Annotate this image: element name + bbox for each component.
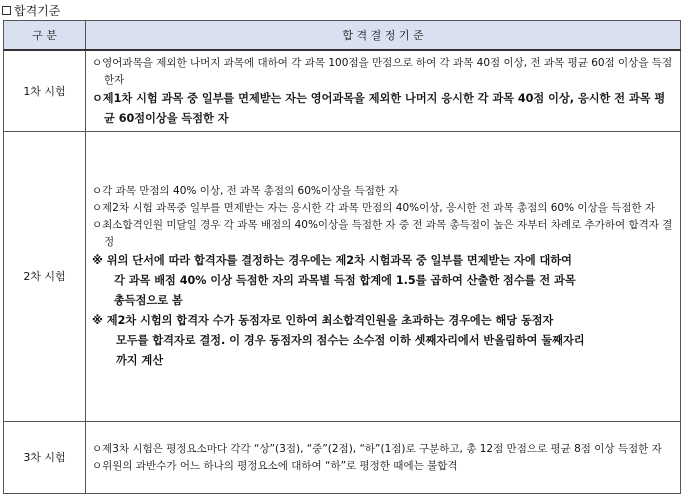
criteria-line: ㅇ제2차 시험 과목중 일부를 면제받는 자는 응시한 각 과목 만점의 40%이상, 응시한 전 과목 총점의 60% 이상을 득점한 자 — [92, 202, 656, 214]
note-line: 모두를 합격자로 결정. 이 경우 동점자의 점수는 소수점 이하 셋째자리에서 반올림하여 둘째자리 — [116, 334, 585, 347]
row-content-stage1 — [86, 50, 681, 132]
table-row — [4, 421, 681, 493]
row-label-stage1: 1차 시험 — [4, 50, 86, 132]
section-title-text: 합격기준 — [14, 3, 61, 18]
criteria-line: ㅇ위원의 과반수가 어느 하나의 평정요소에 대하여 “하”로 평정한 때에는 불합격 — [92, 460, 458, 472]
table-header-row — [4, 21, 681, 50]
note-line: 각 과목 배점 40% 이상 득점한 자의 과목별 득점 합계에 1.5를 곱하여 산출한 점수를 전 과목 — [114, 274, 576, 287]
table-row — [4, 50, 681, 132]
table-row — [4, 131, 681, 421]
criteria-line: ㅇ제3차 시험은 평정요소마다 각각 “상”(3점), “중”(2점), “하”(1점)로 구분하고, 총 12점 만점으로 평균 8점 이상 득점한 자 — [92, 443, 662, 455]
header-criteria: 합 격 결 정 기 준 — [86, 21, 681, 50]
row-content-stage3 — [86, 421, 681, 493]
note-line: 총득점으로 봄 — [114, 294, 183, 307]
criteria-line: ㅇ각 과목 만점의 40% 이상, 전 과목 총점의 60%이상을 득점한 자 — [92, 185, 399, 197]
section-title — [2, 2, 60, 18]
header-category: 구 분 — [4, 21, 86, 50]
row-label-stage2: 2차 시험 — [4, 131, 86, 421]
criteria-line: ㅇ최소합격인원 미달일 경우 각 과목 배점의 40%이상을 득점한 자 중 전 과목 총득점이 높은 자부터 차례로 추가하여 합격자 결정 — [92, 219, 673, 248]
checkbox-square-icon — [2, 6, 11, 15]
note-line: 까지 계산 — [116, 354, 164, 367]
note-line: ※ 제2차 시험의 합격자 수가 동점자로 인하여 최소합격인원을 초과하는 경우에는 해당 동점자 — [92, 314, 554, 327]
row-content-stage2 — [86, 131, 681, 421]
note-line: ※ 위의 단서에 따라 합격자를 결정하는 경우에는 제2차 시험과목 중 일부를 면제받는 자에 대하여 — [92, 254, 572, 267]
criteria-line: ㅇ제1차 시험 과목 중 일부를 면제받는 자는 영어과목을 제외한 나머지 응시한 각 과목 40점 이상, 응시한 전 과목 평균 60점이상을 득점한 자 — [92, 91, 666, 125]
criteria-line: ㅇ영어과목을 제외한 나머지 과목에 대하여 각 과목 100점을 만점으로 하여 각 과목 40점 이상, 전 과목 평균 60점 이상을 득점한자 — [92, 56, 673, 86]
row-label-stage3: 3차 시험 — [4, 421, 86, 493]
criteria-table — [3, 20, 681, 494]
